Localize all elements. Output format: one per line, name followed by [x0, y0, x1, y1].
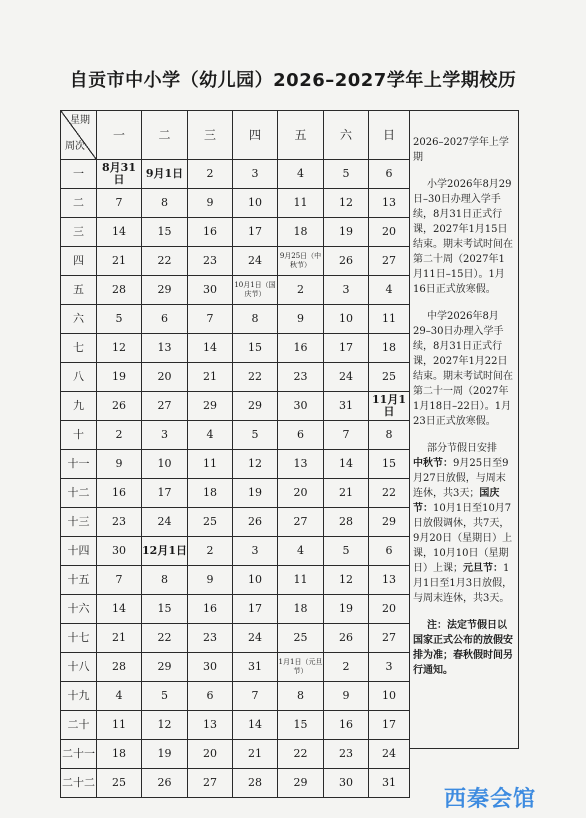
week-row [61, 740, 410, 769]
date-cell: 24 [324, 363, 369, 392]
date-cell: 4 [278, 537, 324, 566]
date-cell: 14 [233, 711, 278, 740]
week-row [61, 479, 410, 508]
date-cell: 12 [97, 334, 142, 363]
week-number-cell: 十一 [61, 450, 97, 479]
date-cell: 10 [233, 189, 278, 218]
date-cell: 26 [324, 624, 369, 653]
date-cell: 23 [278, 363, 324, 392]
week-number-cell: 十七 [61, 624, 97, 653]
week-number-cell: 十三 [61, 508, 97, 537]
holiday-heading: 部分节假日安排 [427, 443, 497, 454]
week-row [61, 769, 410, 798]
date-cell: 15 [278, 711, 324, 740]
date-cell: 28 [233, 769, 278, 798]
date-cell: 26 [142, 769, 188, 798]
date-cell: 17 [233, 595, 278, 624]
date-cell: 19 [324, 218, 369, 247]
date-cell: 4 [278, 160, 324, 189]
date-cell: 24 [369, 740, 410, 769]
date-cell: 16 [278, 334, 324, 363]
date-cell: 22 [233, 363, 278, 392]
date-cell: 21 [97, 247, 142, 276]
date-cell: 23 [188, 624, 233, 653]
date-cell: 15 [369, 450, 410, 479]
date-cell: 19 [324, 595, 369, 624]
date-cell: 12 [324, 189, 369, 218]
date-cell: 25 [97, 769, 142, 798]
date-cell: 31 [324, 392, 369, 421]
date-cell: 14 [97, 218, 142, 247]
weekday-header-thu: 四 [233, 111, 278, 160]
week-axis-label: 周次 [65, 141, 85, 152]
date-cell: 14 [188, 334, 233, 363]
date-cell: 10月1日（国庆节） [233, 276, 278, 305]
week-row [61, 276, 410, 305]
notes-column [409, 110, 519, 749]
date-cell: 13 [188, 711, 233, 740]
date-cell: 14 [324, 450, 369, 479]
date-cell: 9月25日（中秋节） [278, 247, 324, 276]
date-cell: 27 [369, 624, 410, 653]
date-cell: 19 [142, 740, 188, 769]
date-cell: 31 [233, 653, 278, 682]
date-cell: 7 [188, 305, 233, 334]
date-cell: 3 [233, 160, 278, 189]
week-row [61, 624, 410, 653]
date-cell: 29 [369, 508, 410, 537]
date-cell: 8 [233, 305, 278, 334]
date-cell: 30 [188, 276, 233, 305]
date-cell: 24 [142, 508, 188, 537]
mid-autumn-label: 中秋节： [413, 458, 453, 469]
date-cell: 31 [369, 769, 410, 798]
week-row [61, 160, 410, 189]
date-cell: 9 [188, 566, 233, 595]
date-cell: 11 [278, 566, 324, 595]
date-cell: 27 [369, 247, 410, 276]
middle-school-note: 中学2026年8月29–30日办理入学手续，8月31日正式行课，2027年1月22日结束。期末考试时间在第二十一周（2027年1月18日–22日）。1月23日正式放寒假。 [413, 311, 513, 427]
date-cell: 9 [324, 682, 369, 711]
date-cell: 22 [369, 479, 410, 508]
date-cell: 10 [233, 566, 278, 595]
week-number-cell: 二十二 [61, 769, 97, 798]
date-cell: 9 [278, 305, 324, 334]
date-cell: 10 [324, 305, 369, 334]
date-cell: 16 [188, 218, 233, 247]
date-cell: 25 [278, 624, 324, 653]
week-row [61, 653, 410, 682]
week-row [61, 392, 410, 421]
date-cell: 17 [369, 711, 410, 740]
date-cell: 14 [97, 595, 142, 624]
week-row [61, 421, 410, 450]
weekday-header-wed: 三 [188, 111, 233, 160]
date-cell: 25 [369, 363, 410, 392]
week-number-cell: 九 [61, 392, 97, 421]
date-cell: 9 [188, 189, 233, 218]
date-cell: 12 [142, 711, 188, 740]
date-cell: 25 [188, 508, 233, 537]
date-cell: 20 [278, 479, 324, 508]
date-cell: 30 [278, 392, 324, 421]
date-cell: 16 [324, 711, 369, 740]
date-cell: 11 [278, 189, 324, 218]
date-cell: 5 [233, 421, 278, 450]
week-number-cell: 二十一 [61, 740, 97, 769]
week-number-cell: 十九 [61, 682, 97, 711]
date-cell: 21 [324, 479, 369, 508]
date-cell: 10 [142, 450, 188, 479]
week-number-cell: 十二 [61, 479, 97, 508]
notes-heading: 2026–2027学年上学期 [413, 137, 509, 163]
date-cell: 28 [97, 653, 142, 682]
date-cell: 5 [142, 682, 188, 711]
week-row [61, 305, 410, 334]
date-cell: 1月1日（元旦节） [278, 653, 324, 682]
date-cell: 26 [97, 392, 142, 421]
official-note: 注：法定节假日以国家正式公布的放假安排为准；春秋假时间另行通知。 [413, 620, 513, 676]
primary-school-note: 小学2026年8月29日–30日办理入学手续，8月31日正式行课，2027年1月15日结束。期末考试时间在第二十周（2027年1月11日–15日）。1月16日正式放寒假。 [413, 179, 513, 295]
date-cell: 6 [278, 421, 324, 450]
date-cell: 2 [97, 421, 142, 450]
date-cell: 3 [142, 421, 188, 450]
weekday-axis-label: 星期 [70, 115, 90, 126]
week-row [61, 247, 410, 276]
weekday-header-mon: 一 [97, 111, 142, 160]
week-number-cell: 十八 [61, 653, 97, 682]
weekday-header-sat: 六 [324, 111, 369, 160]
date-cell: 11 [97, 711, 142, 740]
week-number-cell: 二十 [61, 711, 97, 740]
date-cell: 17 [324, 334, 369, 363]
week-row [61, 450, 410, 479]
date-cell: 23 [188, 247, 233, 276]
date-cell: 29 [142, 653, 188, 682]
date-cell: 15 [142, 218, 188, 247]
date-cell: 26 [233, 508, 278, 537]
week-row [61, 566, 410, 595]
date-cell: 4 [369, 276, 410, 305]
week-row [61, 189, 410, 218]
new-year-text: 1月1日至1月3日放假，与周末连休，共3天。 [413, 563, 513, 604]
date-cell: 13 [278, 450, 324, 479]
date-cell: 27 [142, 392, 188, 421]
date-cell: 8 [142, 189, 188, 218]
header-row [61, 111, 410, 160]
week-number-cell: 二 [61, 189, 97, 218]
week-row [61, 537, 410, 566]
date-cell: 5 [324, 537, 369, 566]
date-cell: 9 [97, 450, 142, 479]
calendar-table [60, 110, 410, 798]
date-cell: 20 [369, 595, 410, 624]
week-row [61, 508, 410, 537]
date-cell: 30 [324, 769, 369, 798]
date-cell: 30 [188, 653, 233, 682]
week-number-cell: 一 [61, 160, 97, 189]
date-cell: 12月1日 [142, 537, 188, 566]
date-cell: 12 [324, 566, 369, 595]
date-cell: 5 [324, 160, 369, 189]
mid-autumn-text: 9月25日至9月27日放假，与周末连休，共3天； [413, 458, 509, 499]
week-number-cell: 十六 [61, 595, 97, 624]
date-cell: 4 [97, 682, 142, 711]
date-cell: 8月31日 [97, 160, 142, 189]
date-cell: 19 [97, 363, 142, 392]
date-cell: 22 [142, 624, 188, 653]
date-cell: 13 [369, 566, 410, 595]
date-cell: 17 [233, 218, 278, 247]
date-cell: 28 [97, 276, 142, 305]
date-cell: 29 [142, 276, 188, 305]
date-cell: 3 [369, 653, 410, 682]
date-cell: 18 [97, 740, 142, 769]
weekday-header-sun: 日 [369, 111, 410, 160]
date-cell: 6 [369, 537, 410, 566]
date-cell: 12 [233, 450, 278, 479]
date-cell: 11 [188, 450, 233, 479]
date-cell: 18 [278, 218, 324, 247]
corner-cell [61, 111, 97, 160]
date-cell: 29 [278, 769, 324, 798]
date-cell: 16 [188, 595, 233, 624]
date-cell: 13 [369, 189, 410, 218]
date-cell: 6 [369, 160, 410, 189]
date-cell: 30 [97, 537, 142, 566]
date-cell: 3 [324, 276, 369, 305]
week-number-cell: 三 [61, 218, 97, 247]
week-row [61, 595, 410, 624]
date-cell: 20 [188, 740, 233, 769]
weekday-header-tue: 二 [142, 111, 188, 160]
date-cell: 27 [188, 769, 233, 798]
date-cell: 29 [233, 392, 278, 421]
national-day-text: 10月1日至10月7日放假调休，共7天，9月20日（星期日）上课，10月10日（星期日）上课； [413, 503, 513, 574]
week-row [61, 334, 410, 363]
date-cell: 8 [142, 566, 188, 595]
date-cell: 15 [142, 595, 188, 624]
date-cell: 8 [278, 682, 324, 711]
date-cell: 20 [142, 363, 188, 392]
date-cell: 21 [188, 363, 233, 392]
week-row [61, 363, 410, 392]
date-cell: 18 [369, 334, 410, 363]
date-cell: 4 [188, 421, 233, 450]
date-cell: 20 [369, 218, 410, 247]
date-cell: 7 [233, 682, 278, 711]
week-number-cell: 六 [61, 305, 97, 334]
date-cell: 21 [97, 624, 142, 653]
week-number-cell: 七 [61, 334, 97, 363]
date-cell: 2 [324, 653, 369, 682]
date-cell: 15 [233, 334, 278, 363]
date-cell: 2 [188, 537, 233, 566]
date-cell: 21 [233, 740, 278, 769]
date-cell: 8 [369, 421, 410, 450]
date-cell: 19 [233, 479, 278, 508]
week-number-cell: 五 [61, 276, 97, 305]
date-cell: 7 [97, 566, 142, 595]
date-cell: 6 [142, 305, 188, 334]
date-cell: 22 [278, 740, 324, 769]
watermark-logo: 西秦会馆 [444, 787, 537, 812]
week-row [61, 682, 410, 711]
page-title: 自贡市中小学（幼儿园）2026–2027学年上学期校历 [69, 70, 517, 91]
date-cell: 2 [278, 276, 324, 305]
date-cell: 29 [188, 392, 233, 421]
date-cell: 13 [142, 334, 188, 363]
date-cell: 3 [233, 537, 278, 566]
date-cell: 6 [188, 682, 233, 711]
national-day-label: 国庆节： [413, 488, 500, 514]
date-cell: 23 [324, 740, 369, 769]
weekday-header-fri: 五 [278, 111, 324, 160]
date-cell: 28 [324, 508, 369, 537]
date-cell: 22 [142, 247, 188, 276]
date-cell: 18 [188, 479, 233, 508]
date-cell: 18 [278, 595, 324, 624]
date-cell: 11 [369, 305, 410, 334]
date-cell: 11月1日 [369, 392, 410, 421]
date-cell: 7 [97, 189, 142, 218]
new-year-label: 元旦节： [463, 563, 503, 574]
date-cell: 9月1日 [142, 160, 188, 189]
week-number-cell: 十五 [61, 566, 97, 595]
week-number-cell: 四 [61, 247, 97, 276]
date-cell: 24 [233, 624, 278, 653]
week-row [61, 218, 410, 247]
date-cell: 26 [324, 247, 369, 276]
week-number-cell: 八 [61, 363, 97, 392]
date-cell: 2 [188, 160, 233, 189]
date-cell: 27 [278, 508, 324, 537]
date-cell: 16 [97, 479, 142, 508]
date-cell: 17 [142, 479, 188, 508]
date-cell: 24 [233, 247, 278, 276]
date-cell: 10 [369, 682, 410, 711]
week-row [61, 711, 410, 740]
date-cell: 7 [324, 421, 369, 450]
date-cell: 5 [97, 305, 142, 334]
date-cell: 23 [97, 508, 142, 537]
week-number-cell: 十 [61, 421, 97, 450]
week-number-cell: 十四 [61, 537, 97, 566]
